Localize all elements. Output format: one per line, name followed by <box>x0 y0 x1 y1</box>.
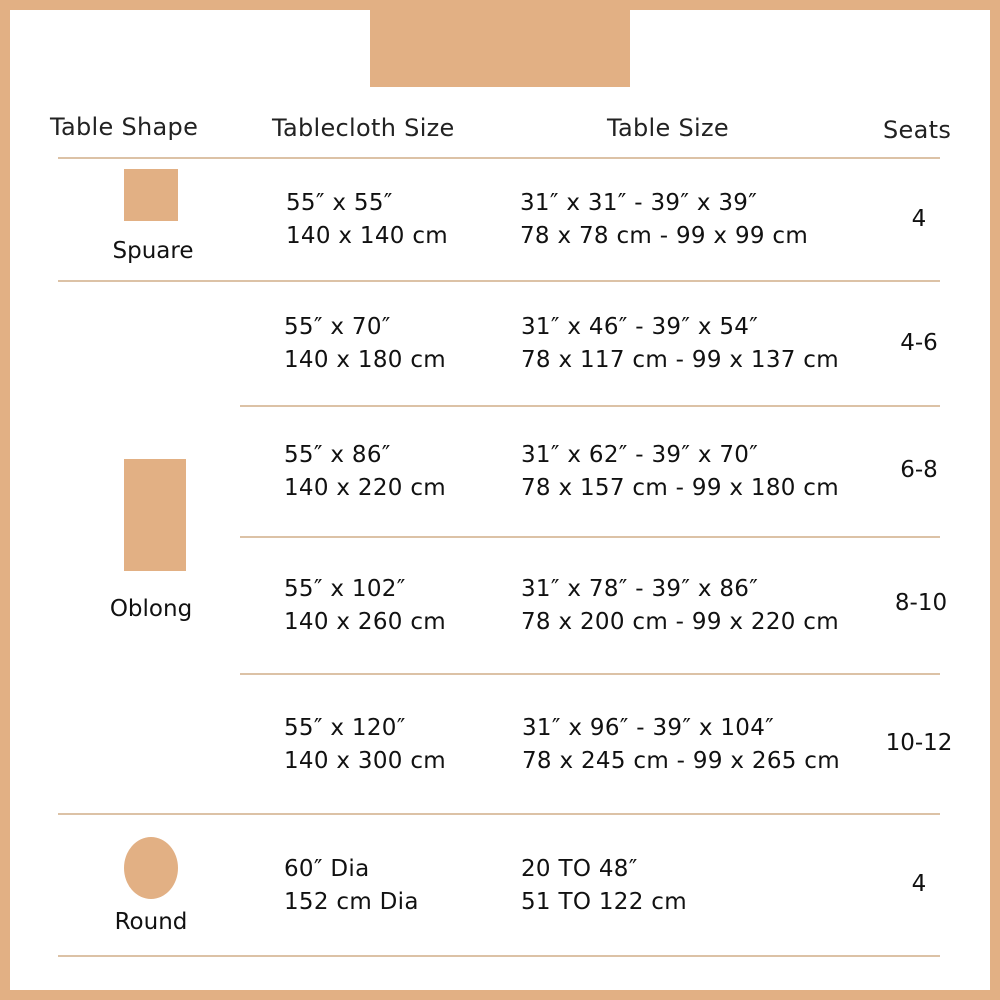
tablecloth-cm: 140 x 140 cm <box>286 223 448 249</box>
tablecloth-cm: 140 x 300 cm <box>284 748 446 774</box>
table-cm: 78 x 157 cm - 99 x 180 cm <box>521 475 839 501</box>
shape-label-square: Spuare <box>112 238 194 264</box>
table-inches: 31″ x 46″ - 39″ x 54″ <box>521 314 759 340</box>
oblong-shape-icon <box>124 459 186 571</box>
tablecloth-inches: 55″ x 55″ <box>286 190 393 216</box>
table-cm: 78 x 78 cm - 99 x 99 cm <box>520 223 809 249</box>
tablecloth-cm: 140 x 260 cm <box>284 609 446 635</box>
square-shape-icon <box>124 169 178 221</box>
table-size-cell <box>521 439 839 505</box>
table-inches: 31″ x 78″ - 39″ x 86″ <box>521 576 759 602</box>
table-inches: 31″ x 62″ - 39″ x 70″ <box>521 442 759 468</box>
shape-label-oblong: Oblong <box>109 596 193 622</box>
table-size-cell <box>521 573 839 639</box>
tablecloth-inches: 55″ x 102″ <box>284 576 406 602</box>
tablecloth-cm: 140 x 220 cm <box>284 475 446 501</box>
header-seats: Seats <box>883 116 952 144</box>
table-inches: 31″ x 96″ - 39″ x 104″ <box>522 715 775 741</box>
table-cm: 78 x 245 cm - 99 x 265 cm <box>522 748 840 774</box>
row-divider <box>58 813 940 815</box>
tablecloth-size-cell <box>284 439 446 505</box>
tablecloth-size-cell <box>284 311 446 377</box>
seats-cell: 4 <box>911 871 927 897</box>
shape-label-round: Round <box>114 909 188 935</box>
table-size-cell <box>521 311 839 377</box>
table-size-cell <box>520 187 808 253</box>
table-cm: 51 TO 122 cm <box>521 889 687 915</box>
tablecloth-size-cell <box>284 853 419 919</box>
tablecloth-inches: 60″ Dia <box>284 856 370 882</box>
row-divider <box>58 280 940 282</box>
bottom-divider <box>58 955 940 957</box>
tablecloth-size-cell <box>284 712 446 778</box>
table-cm: 78 x 200 cm - 99 x 220 cm <box>521 609 839 635</box>
seats-cell: 4 <box>911 206 927 232</box>
seats-cell: 4-6 <box>900 330 938 356</box>
tablecloth-size-cell <box>284 573 446 639</box>
table-inches: 31″ x 31″ - 39″ x 39″ <box>520 190 758 216</box>
header-divider <box>58 157 940 159</box>
round-shape-icon <box>124 837 178 899</box>
table-inches: 20 TO 48″ <box>521 856 638 882</box>
row-divider <box>240 673 940 675</box>
tablecloth-inches: 55″ x 120″ <box>284 715 406 741</box>
tablecloth-cm: 140 x 180 cm <box>284 347 446 373</box>
header-tablecloth-size: Tablecloth Size <box>272 114 455 142</box>
seats-cell: 8-10 <box>894 590 948 616</box>
row-divider <box>240 405 940 407</box>
header-tab-decoration <box>370 10 630 87</box>
tablecloth-inches: 55″ x 86″ <box>284 442 391 468</box>
header-table-shape: Table Shape <box>50 113 199 141</box>
row-divider <box>240 536 940 538</box>
table-size-cell <box>521 853 687 919</box>
seats-cell: 6-8 <box>900 457 938 483</box>
tablecloth-size-cell <box>286 187 448 253</box>
header-table-size: Table Size <box>607 114 729 142</box>
table-cm: 78 x 117 cm - 99 x 137 cm <box>521 347 839 373</box>
table-size-cell <box>522 712 840 778</box>
tablecloth-cm: 152 cm Dia <box>284 889 419 915</box>
seats-cell: 10-12 <box>885 730 953 756</box>
tablecloth-inches: 55″ x 70″ <box>284 314 391 340</box>
